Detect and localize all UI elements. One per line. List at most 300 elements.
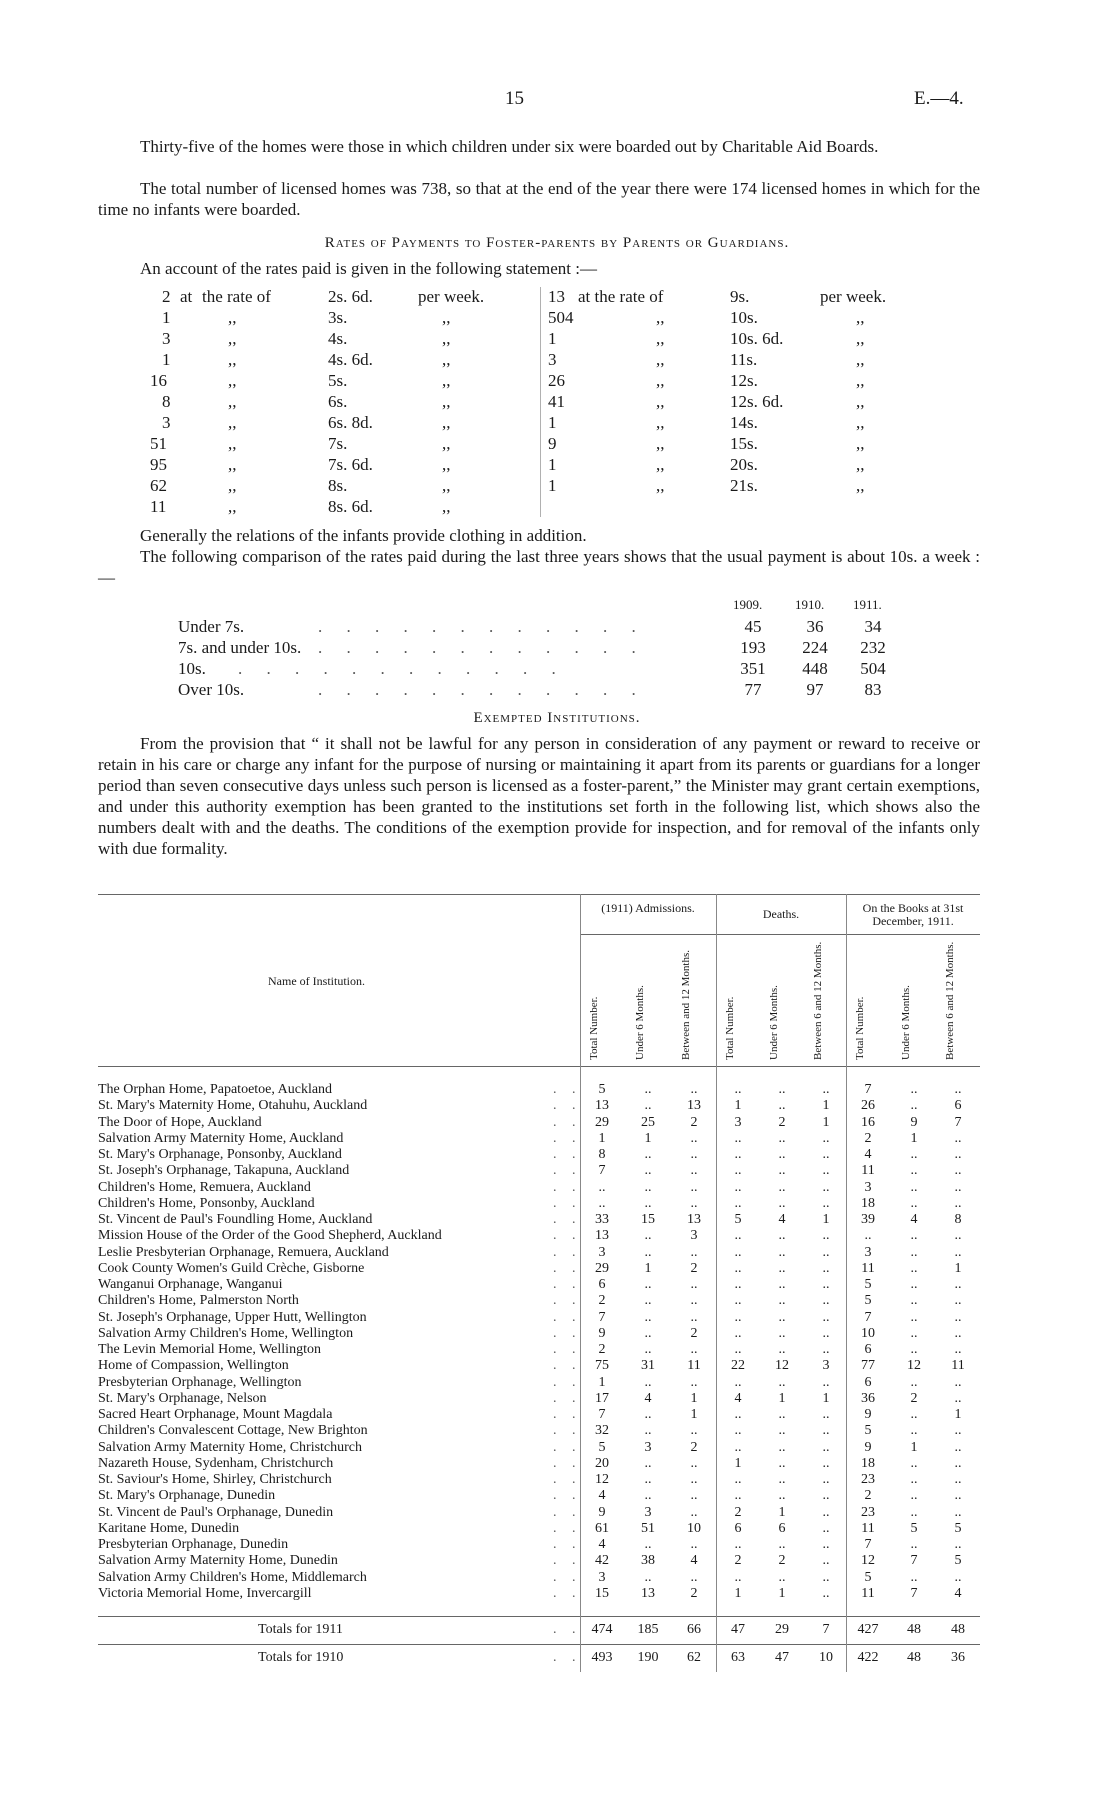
leader-dots: . .	[553, 1439, 582, 1455]
table-cell: ..	[954, 1390, 962, 1406]
paragraph-text: The total number of licensed homes was 738, so that at the end of the year there were 174 licensed homes in which for the time no infants were boarded.	[98, 179, 980, 219]
table-cell: 20	[595, 1455, 609, 1471]
leader-dots: . .	[553, 1537, 582, 1552]
table-cell: 18	[861, 1195, 875, 1211]
institution-name: The Door of Hope, Auckland	[98, 1114, 262, 1130]
table-cell: ..	[954, 1195, 962, 1211]
table-cell: 6	[954, 1098, 962, 1114]
table-cell: 1	[644, 1130, 652, 1146]
rate-word: ,,	[656, 350, 665, 369]
table-cell: 17	[595, 1390, 609, 1406]
institution-row	[98, 1407, 980, 1423]
rate-count: 26	[548, 371, 565, 390]
table-cell: 2	[690, 1439, 698, 1455]
comparison-value: 193	[740, 638, 766, 657]
table-cell: 51	[641, 1520, 655, 1536]
institution-name: Salvation Army Children's Home, Middlemarch	[98, 1569, 367, 1585]
rate-amount: 14s.	[730, 413, 758, 432]
rate-amount: 10s.	[730, 308, 758, 327]
table-cell: ..	[644, 1228, 652, 1244]
table-cell: ..	[822, 1407, 830, 1422]
leader-dots: . . . . . . . . . . . .	[318, 680, 646, 699]
rate-word: ,,	[228, 308, 237, 327]
table-cell: ..	[822, 1082, 830, 1097]
table-cell: ..	[822, 1504, 830, 1520]
table-cell: ..	[954, 1147, 962, 1162]
table-cell: 190	[637, 1650, 659, 1665]
table-cell: ..	[822, 1537, 830, 1552]
table-cell: 7	[598, 1163, 606, 1179]
rate-row	[548, 350, 928, 371]
table-cell: ..	[822, 1309, 830, 1325]
leader-dots: . . . . . . . . . . . .	[318, 638, 646, 657]
table-cell: ..	[910, 1374, 918, 1390]
table-cell: 4	[910, 1212, 918, 1227]
table-header-rule	[98, 1066, 980, 1067]
table-cell: 13	[687, 1098, 701, 1114]
rate-count: 41	[548, 392, 565, 411]
table-cell: ..	[690, 1130, 698, 1146]
table-cell: 6	[778, 1520, 786, 1536]
rate-per: ,,	[856, 413, 865, 432]
table-cell: 4	[598, 1488, 606, 1504]
institution-name: Sacred Heart Orphanage, Mount Magdala	[98, 1407, 333, 1422]
rate-amount: 15s.	[730, 434, 758, 453]
table-cell: ..	[734, 1244, 742, 1260]
rate-at: at	[180, 287, 193, 306]
table-cell: 2	[690, 1585, 698, 1601]
rate-word: at the rate of	[578, 287, 664, 306]
institution-row	[98, 1537, 980, 1553]
rate-count: 1	[548, 455, 557, 474]
table-cell: ..	[778, 1130, 786, 1146]
table-cell: 3	[644, 1504, 652, 1520]
table-cell: ..	[734, 1309, 742, 1325]
rate-per: ,,	[442, 329, 451, 348]
table-cell: 6	[864, 1342, 872, 1357]
table-cell: ..	[644, 1098, 652, 1114]
institution-row	[98, 1245, 980, 1261]
table-cell: 4	[598, 1537, 606, 1552]
column-header: Total Number.	[588, 996, 600, 1060]
table-cell: 10	[861, 1325, 875, 1341]
table-cell: ..	[910, 1260, 918, 1276]
rate-count: 1	[548, 329, 557, 348]
leader-dots: . .	[553, 1390, 582, 1406]
table-cell: 11	[861, 1260, 875, 1276]
table-cell: ..	[690, 1147, 698, 1162]
table-cell: ..	[778, 1260, 786, 1276]
comparison-value: 97	[806, 680, 824, 699]
table-cell: 2	[690, 1325, 698, 1341]
table-cell: ..	[734, 1130, 742, 1146]
table-cell: ..	[690, 1277, 698, 1292]
rate-per: ,,	[856, 476, 865, 495]
table-cell: ..	[644, 1147, 652, 1162]
table-cell: 2	[910, 1390, 918, 1406]
group-header-admissions: (1911) Admissions.	[601, 901, 695, 915]
leader-dots: . .	[553, 1374, 582, 1390]
table-cell: ..	[954, 1179, 962, 1195]
clothing-note: Generally the relations of the infants provide clothing in addition.	[140, 526, 587, 545]
table-cell: ..	[778, 1309, 786, 1325]
table-cell: 8	[598, 1147, 606, 1162]
leader-dots: . .	[553, 1472, 582, 1487]
table-cell: 1	[778, 1390, 786, 1406]
table-cell: 5	[910, 1520, 918, 1536]
rate-word: ,,	[228, 476, 237, 495]
institution-name: Children's Home, Ponsonby, Auckland	[98, 1195, 315, 1211]
table-cell: 1	[910, 1439, 918, 1455]
comparison-value: 34	[864, 617, 882, 636]
leader-dots: . .	[553, 1098, 582, 1114]
table-cell: ..	[822, 1374, 830, 1390]
leader-dots: . .	[553, 1342, 582, 1357]
rate-row	[150, 476, 530, 497]
table-cell: 22	[731, 1358, 745, 1374]
table-cell: 26	[861, 1098, 875, 1114]
table-cell: 6	[864, 1374, 872, 1390]
table-cell: 5	[598, 1439, 606, 1455]
institution-name: Children's Home, Remuera, Auckland	[98, 1179, 311, 1195]
table-cell: ..	[910, 1293, 918, 1309]
rate-word: ,,	[656, 308, 665, 327]
table-cell: ..	[910, 1407, 918, 1422]
table-cell: ..	[690, 1569, 698, 1585]
table-cell: ..	[954, 1309, 962, 1325]
rate-row	[548, 329, 928, 350]
table-cell: 5	[734, 1212, 742, 1227]
table-cell: ..	[644, 1407, 652, 1422]
table-cell: ..	[644, 1374, 652, 1390]
rate-count: 1	[162, 350, 171, 369]
table-cell: ..	[690, 1374, 698, 1390]
table-cell: ..	[954, 1472, 962, 1487]
table-cell: ..	[954, 1374, 962, 1390]
table-cell: ..	[822, 1260, 830, 1276]
page-number: 15	[505, 88, 524, 109]
leader-dots: . .	[553, 1622, 582, 1637]
comparison-label: Over 10s.	[178, 680, 245, 699]
table-cell: ..	[910, 1488, 918, 1504]
table-cell: ..	[822, 1472, 830, 1487]
table-cell: 7	[954, 1114, 962, 1130]
rate-row	[150, 308, 530, 329]
table-cell: ..	[864, 1228, 872, 1244]
rate-word: ,,	[228, 455, 237, 474]
table-cell: 422	[857, 1650, 879, 1665]
table-cell: 7	[910, 1553, 918, 1569]
institution-name: St. Joseph's Orphanage, Upper Hutt, Wellington	[98, 1309, 367, 1325]
table-cell: 1	[822, 1212, 830, 1227]
table-cell: ..	[954, 1293, 962, 1309]
table-cell: 12	[775, 1358, 789, 1374]
table-cell: ..	[778, 1455, 786, 1471]
table-cell: ..	[598, 1179, 606, 1195]
table-top-rule	[98, 894, 980, 895]
leader-dots: . .	[553, 1212, 582, 1227]
table-cell: 3	[644, 1439, 652, 1455]
leader-dots: . . . . . . . . . . . .	[238, 659, 566, 678]
table-cell: 29	[595, 1114, 609, 1130]
table-cell: 63	[731, 1650, 745, 1665]
table-cell: 11	[861, 1520, 875, 1536]
table-cell: ..	[690, 1309, 698, 1325]
institution-name: Salvation Army Children's Home, Wellington	[98, 1325, 354, 1341]
rate-amount: 12s. 6d.	[730, 392, 784, 411]
rate-amount: 7s. 6d.	[328, 455, 373, 474]
institution-name: Karitane Home, Dunedin	[98, 1520, 240, 1536]
rate-word: ,,	[656, 392, 665, 411]
table-cell: ..	[910, 1309, 918, 1325]
leader-dots: . .	[553, 1407, 582, 1422]
rates-intro: An account of the rates paid is given in the following statement :—	[140, 259, 597, 278]
rate-per: ,,	[442, 476, 451, 495]
table-cell: 2	[778, 1553, 786, 1569]
rate-row	[150, 455, 530, 476]
leader-dots: . .	[553, 1423, 582, 1439]
rate-amount: 4s. 6d.	[328, 350, 373, 369]
institution-name: Salvation Army Maternity Home, Auckland	[98, 1130, 344, 1146]
table-cell: 1	[822, 1098, 830, 1114]
table-cell: 1	[954, 1260, 962, 1276]
rate-count: 3	[162, 413, 171, 432]
totals-label: Totals for 1910	[258, 1650, 344, 1665]
rate-count: 3	[548, 350, 557, 369]
rate-word: ,,	[656, 371, 665, 390]
institution-name: The Orphan Home, Papatoetoe, Auckland	[98, 1082, 333, 1097]
table-cell: 1	[734, 1455, 742, 1471]
table-cell: 1	[690, 1407, 698, 1422]
leader-dots: . .	[553, 1325, 582, 1341]
table-cell: ..	[778, 1325, 786, 1341]
table-cell: 9	[864, 1407, 872, 1422]
year-heading: 1909.	[733, 597, 763, 612]
table-cell: ..	[910, 1082, 918, 1097]
table-cell: ..	[822, 1195, 830, 1211]
rate-amount: 3s.	[328, 308, 348, 327]
table-cell: ..	[778, 1472, 786, 1487]
rate-row	[548, 287, 928, 308]
table-cell: ..	[690, 1504, 698, 1520]
table-cell: ..	[910, 1325, 918, 1341]
table-cell: ..	[644, 1179, 652, 1195]
leader-dots: . .	[553, 1277, 582, 1292]
rate-per: ,,	[442, 413, 451, 432]
table-cell: ..	[954, 1277, 962, 1292]
rate-amount: 6s. 8d.	[328, 413, 373, 432]
institution-row	[98, 1261, 980, 1277]
table-cell: ..	[822, 1585, 830, 1601]
table-cell: ..	[778, 1488, 786, 1504]
table-cell: ..	[734, 1472, 742, 1487]
table-cell: 1	[778, 1585, 786, 1601]
table-cell: ..	[910, 1163, 918, 1179]
rate-count: 8	[162, 392, 171, 411]
table-cell: ..	[822, 1455, 830, 1471]
table-cell: ..	[778, 1277, 786, 1292]
table-cell: 427	[857, 1622, 879, 1637]
table-cell: ..	[644, 1569, 652, 1585]
rate-amount: 7s.	[328, 434, 348, 453]
column-header: Under 6 Months.	[634, 985, 646, 1060]
table-cell: 8	[954, 1212, 962, 1227]
table-cell: 9	[598, 1504, 606, 1520]
table-cell: ..	[954, 1228, 962, 1244]
table-cell: ..	[734, 1423, 742, 1439]
table-cell: 15	[595, 1585, 609, 1601]
leader-dots: . .	[553, 1504, 582, 1520]
rate-count: 504	[548, 308, 574, 327]
table-cell: ..	[778, 1293, 786, 1309]
exempted-paragraph	[98, 733, 980, 859]
leader-dots: . .	[553, 1488, 582, 1504]
rate-count: 1	[548, 476, 557, 495]
table-cell: 13	[687, 1212, 701, 1227]
table-cell: 7	[910, 1585, 918, 1601]
institution-row	[98, 1553, 980, 1569]
rate-count: 11	[150, 497, 167, 516]
paragraph-licensed-homes	[98, 178, 980, 220]
rate-count: 1	[548, 413, 557, 432]
table-cell: 7	[822, 1622, 830, 1637]
institution-row	[98, 1115, 980, 1131]
table-cell: ..	[822, 1277, 830, 1292]
rate-amount: 9s.	[730, 287, 750, 306]
institution-name: Presbyterian Orphanage, Wellington	[98, 1374, 302, 1390]
institution-row	[98, 1358, 980, 1374]
institution-row	[98, 1440, 980, 1456]
leader-dots: . .	[553, 1147, 582, 1162]
rate-word: ,,	[228, 371, 237, 390]
institution-name: St. Joseph's Orphanage, Takapuna, Auckland	[98, 1163, 350, 1179]
institution-name: Victoria Memorial Home, Invercargill	[98, 1585, 312, 1601]
column-header: Between and 12 Months.	[680, 950, 692, 1060]
rate-word: ,,	[656, 434, 665, 453]
table-cell: ..	[910, 1228, 918, 1244]
table-cell: 2	[778, 1114, 786, 1130]
comparison-value: 232	[860, 638, 886, 657]
table-cell: 25	[641, 1114, 655, 1130]
institution-row	[98, 1570, 980, 1586]
table-cell: ..	[822, 1163, 830, 1179]
institution-row	[98, 1342, 980, 1358]
table-cell: ..	[778, 1342, 786, 1357]
table-cell: 5	[598, 1082, 606, 1097]
table-cell: ..	[644, 1342, 652, 1357]
paragraph-text: Thirty-five of the homes were those in which children under six were boarded out by Charitable Aid Boards.	[140, 137, 879, 156]
institution-row	[98, 1147, 980, 1163]
table-cell: ..	[822, 1228, 830, 1244]
table-cell: 4	[778, 1212, 786, 1227]
rate-per: ,,	[442, 350, 451, 369]
rate-word: ,,	[228, 392, 237, 411]
comparison-year-header	[178, 597, 908, 617]
rate-amount: 2s. 6d.	[328, 287, 373, 306]
comparison-label: Under 7s.	[178, 617, 245, 636]
rate-row	[150, 329, 530, 350]
rate-word: ,,	[656, 455, 665, 474]
table-cell: 7	[864, 1309, 872, 1325]
column-header: Under 6 Months.	[900, 985, 912, 1060]
comparison-value: 448	[802, 659, 828, 678]
table-cell: 3	[864, 1244, 872, 1260]
rate-per: ,,	[442, 392, 451, 411]
table-cell: 62	[687, 1650, 701, 1665]
institution-row	[98, 1131, 980, 1147]
table-cell: 2	[690, 1260, 698, 1276]
totals-row	[98, 1618, 980, 1644]
institution-name: Salvation Army Maternity Home, Dunedin	[98, 1553, 338, 1569]
rate-amount: 10s. 6d.	[730, 329, 784, 348]
table-cell: 32	[595, 1423, 609, 1439]
table-cell: ..	[690, 1195, 698, 1211]
table-cell: ..	[822, 1423, 830, 1439]
rate-word: the rate of	[202, 287, 271, 306]
rate-amount: 20s.	[730, 455, 758, 474]
table-cell: ..	[910, 1423, 918, 1439]
column-header: Between 6 and 12 Months.	[812, 941, 824, 1060]
table-cell: ..	[598, 1195, 606, 1211]
table-cell: ..	[954, 1569, 962, 1585]
table-cell: ..	[734, 1488, 742, 1504]
comparison-row	[178, 617, 908, 638]
institution-name: Cook County Women's Guild Crèche, Gisborne	[98, 1260, 365, 1276]
institution-name: Leslie Presbyterian Orphanage, Remuera, Auckland	[98, 1244, 389, 1260]
table-cell: 2	[864, 1130, 872, 1146]
rate-word: ,,	[656, 476, 665, 495]
rate-per: ,,	[856, 329, 865, 348]
table-cell: 1	[822, 1114, 830, 1130]
table-cell: ..	[910, 1098, 918, 1114]
totals-row	[98, 1646, 980, 1672]
table-cell: ..	[644, 1455, 652, 1471]
table-cell: 9	[910, 1114, 918, 1130]
comparison-value: 504	[860, 659, 886, 678]
table-cell: ..	[822, 1342, 830, 1357]
table-cell: ..	[734, 1163, 742, 1179]
table-cell: 1	[644, 1260, 652, 1276]
table-cell: ..	[644, 1293, 652, 1309]
rate-row	[548, 413, 928, 434]
table-cell: ..	[690, 1472, 698, 1487]
year-heading: 1910.	[795, 597, 825, 612]
leader-dots: . .	[553, 1293, 582, 1309]
paragraph-charitable-aid	[98, 136, 980, 157]
table-cell: ..	[954, 1163, 962, 1179]
rates-left-column	[150, 287, 530, 518]
leader-dots: . .	[553, 1260, 582, 1276]
table-cell: ..	[910, 1179, 918, 1195]
comparison-value: 83	[864, 680, 882, 699]
table-cell: 66	[687, 1622, 701, 1637]
rate-word: ,,	[228, 497, 237, 516]
comparison-table	[178, 597, 908, 701]
table-cell: ..	[910, 1455, 918, 1471]
group-header-on-books: On the Books at 31st December, 1911.	[862, 901, 964, 928]
table-cell: ..	[644, 1488, 652, 1504]
table-totals-rule	[98, 1644, 980, 1645]
institution-name: St. Vincent de Paul's Orphanage, Dunedin	[98, 1504, 334, 1520]
rate-row	[150, 497, 530, 518]
table-cell: 1	[734, 1585, 742, 1601]
table-cell: ..	[910, 1472, 918, 1487]
table-cell: ..	[690, 1455, 698, 1471]
table-cell: 10	[819, 1650, 833, 1665]
table-cell: 48	[951, 1622, 965, 1637]
rate-row	[548, 308, 928, 329]
institution-name: The Levin Memorial Home, Wellington	[98, 1342, 321, 1357]
